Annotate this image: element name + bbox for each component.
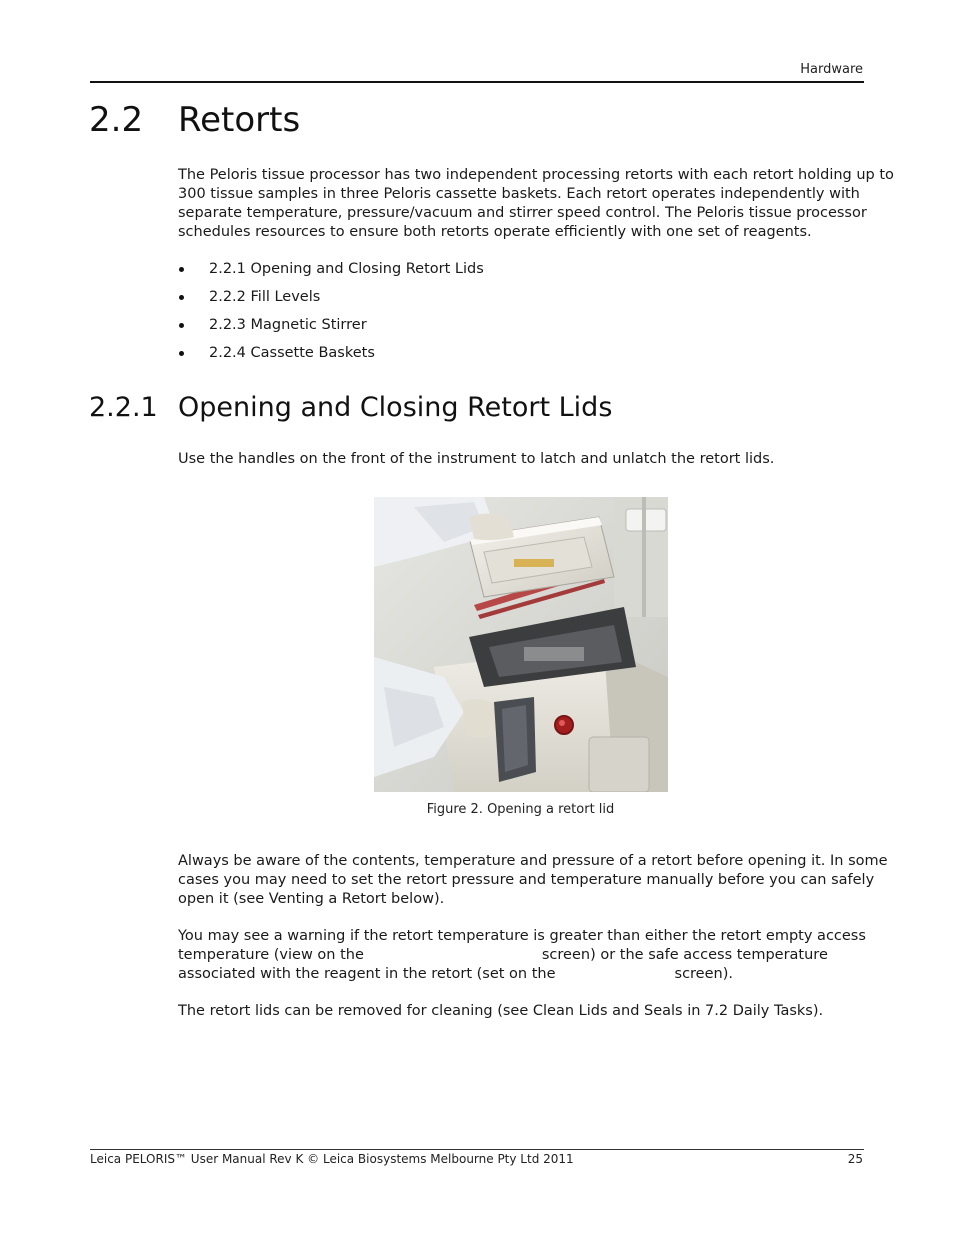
cleaning-paragraph: The retort lids can be removed for cleaning (see Clean Lids and Seals in 7.2 Daily Tasks). [178,1003,824,1019]
awareness-paragraph [178,852,888,909]
warning-text: screen) or the safe access temperature [541,947,828,963]
awareness-line: Always be aware of the contents, temperature and pressure of a retort before opening it. In some [178,853,888,869]
warning-line [178,965,864,984]
handles-paragraph: Use the handles on the front of the instrument to latch and unlatch the retort lids. [178,451,775,467]
section-heading [89,100,300,140]
warning-text: screen). [674,966,733,982]
figure-caption: Figure 2. Opening a retort lid [426,802,615,817]
toc-link[interactable]: 2.2.3 Magnetic Stirrer [209,317,367,333]
intro-line: schedules resources to ensure both retorts operate efficiently with one set of reagents. [178,224,812,240]
bullet-icon [179,351,184,356]
warning-paragraph [178,927,864,984]
intro-line: The Peloris tissue processor has two independent processing retorts with each retort holding up to [178,167,894,183]
bullet-icon [179,267,184,272]
subsection-title: Opening and Closing Retort Lids [178,392,613,423]
warning-line: You may see a warning if the retort temperature is greater than either the retort empty access [178,928,866,944]
awareness-line: cases you may need to set the retort pressure and temperature manually before you can safely [178,872,875,888]
toc-item[interactable] [178,288,484,316]
section-title: Retorts [178,100,301,140]
bullet-icon [179,323,184,328]
subsection-heading [89,392,612,423]
intro-paragraph [178,166,894,242]
intro-line: 300 tissue samples in three Peloris cassette baskets. Each retort operates independently with [178,186,860,202]
footer-rule [90,1149,864,1150]
toc-link[interactable]: 2.2.2 Fill Levels [209,289,321,305]
toc-link[interactable]: 2.2.4 Cassette Baskets [209,345,375,361]
warning-text: associated with the reagent in the retort (set on the [178,966,556,982]
warning-text: temperature (view on the [178,947,364,963]
toc-link[interactable]: 2.2.1 Opening and Closing Retort Lids [209,261,484,277]
page-number: 25 [847,1152,863,1166]
intro-line: separate temperature, pressure/vacuum and stirrer speed control. The Peloris tissue processor [178,205,867,221]
footer-copyright: Leica PELORIS™ User Manual Rev K © Leica Biosystems Melbourne Pty Ltd 2011 [90,1152,574,1166]
toc-item[interactable] [178,260,484,288]
section-number: 2.2 [89,100,144,140]
awareness-line: open it (see Venting a Retort below). [178,891,445,907]
running-header: Hardware [800,62,863,77]
subsection-number: 2.2.1 [89,392,158,423]
section-toc [178,260,484,372]
toc-item[interactable] [178,316,484,344]
retort-lid-photo [374,497,668,792]
warning-line [178,946,864,965]
toc-item[interactable] [178,344,484,372]
header-rule [90,81,864,83]
bullet-icon [179,295,184,300]
